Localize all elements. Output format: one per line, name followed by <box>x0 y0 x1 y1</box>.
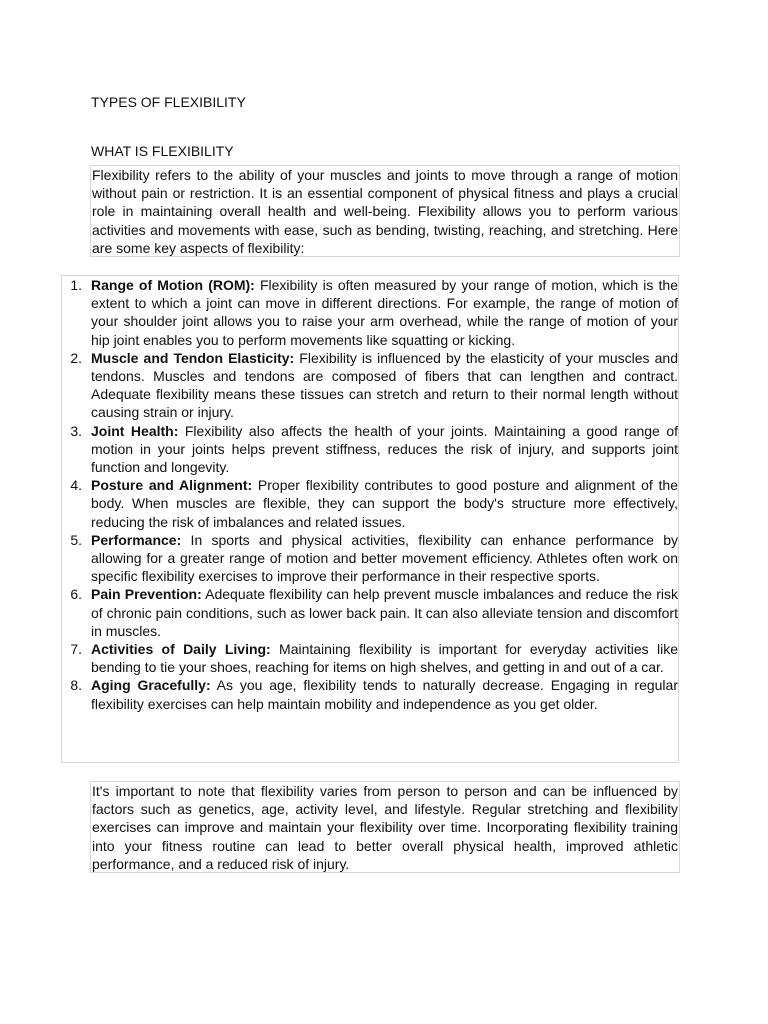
document-title: TYPES OF FLEXIBILITY <box>91 94 246 110</box>
list-item-number: 6. <box>70 586 82 603</box>
list-item-number: 3. <box>70 422 82 439</box>
list-item <box>62 640 678 676</box>
list-item <box>62 349 678 422</box>
list-item-number: 8. <box>70 677 82 694</box>
list-item-term: Pain Prevention: <box>91 586 202 603</box>
section-heading: WHAT IS FLEXIBILITY <box>91 143 234 159</box>
list-item-number: 7. <box>70 641 82 658</box>
list-item-text: Flexibility is influenced by the elasticity of your muscles and tendons. Muscles and tendons are composed of fibers that can lengthen and contract. Adequate flexibility means these tissues can stretch and return to their normal length without causing strain or injury. <box>91 349 678 421</box>
list-item-term: Joint Health: <box>91 422 179 439</box>
list-item <box>62 531 678 586</box>
aspects-list <box>62 276 678 713</box>
list-item-number: 1. <box>70 277 82 293</box>
list-item <box>62 585 678 640</box>
list-item-text: Flexibility also affects the health of your joints. Maintaining a good range of motion in your joints helps prevent stiffness, reduces the risk of injury, and supports joint function and longevity. <box>91 422 678 476</box>
list-item-text: Flexibility is often measured by your range of motion, which is the extent to which a joint can move in different directions. For example, the range of motion of your shoulder joint allows you to raise your arm overhead, while the range of motion of your hip joint enables you to perform movements like squatting or kicking. <box>91 277 678 348</box>
list-item-text: Proper flexibility contributes to good posture and alignment of the body. When muscles are flexible, they can support the body's structure more effectively, reducing the risk of imbalances and related issues. <box>91 477 678 530</box>
list-item-term: Muscle and Tendon Elasticity: <box>91 349 295 366</box>
list-item <box>62 276 678 349</box>
list-item-term: Posture and Alignment: <box>91 477 253 494</box>
list-item-text: Adequate flexibility can help prevent muscle imbalances and reduce the risk of chronic pain conditions, such as lower back pain. It can also alleviate tension and discomfort in muscles. <box>91 586 678 639</box>
list-item-term: Aging Gracefully: <box>91 677 211 694</box>
list-item <box>62 676 678 712</box>
list-item-term: Activities of Daily Living: <box>91 641 271 658</box>
list-item-number: 2. <box>70 349 82 366</box>
list-item <box>62 422 678 477</box>
intro-paragraph: Flexibility refers to the ability of your muscles and joints to move through a range of motion without pain or restriction. It is an essential component of physical fitness and plays a crucial role in maintaining overall health and well-being. Flexibility allows you to perform various activities and movements with ease, such as bending, twisting, reaching, and stretching. Here are some key aspects of flexibility: <box>92 167 678 256</box>
closing-paragraph: It's important to note that flexibility varies from person to person and can be influenced by factors such as genetics, age, activity level, and lifestyle. Regular stretching and flexibility exercises can improve and maintain your flexibility over time. Incorporating flexibility training into your fitness routine can lead to better overall physical health, improved athletic performance, and a reduced risk of injury. <box>92 783 678 872</box>
list-item-text: Maintaining flexibility is important for everyday activities like bending to tie your shoes, reaching for items on high shelves, and getting in and out of a car. <box>91 641 678 676</box>
list-item-number: 4. <box>70 477 82 494</box>
aspects-list-box <box>61 275 679 763</box>
list-item-text: As you age, flexibility tends to naturally decrease. Engaging in regular flexibility exercises can help maintain mobility and independence as you get older. <box>91 677 678 712</box>
list-item-text: In sports and physical activities, flexibility can enhance performance by allowing for a greater range of motion and better movement efficiency. Athletes often work on specific flexibility exercises to improve their performance in their respective sports. <box>91 531 678 585</box>
list-item-term: Performance: <box>91 531 182 548</box>
list-item <box>62 476 678 531</box>
list-item-number: 5. <box>70 531 82 548</box>
list-item-term: Range of Motion (ROM): <box>91 277 255 293</box>
